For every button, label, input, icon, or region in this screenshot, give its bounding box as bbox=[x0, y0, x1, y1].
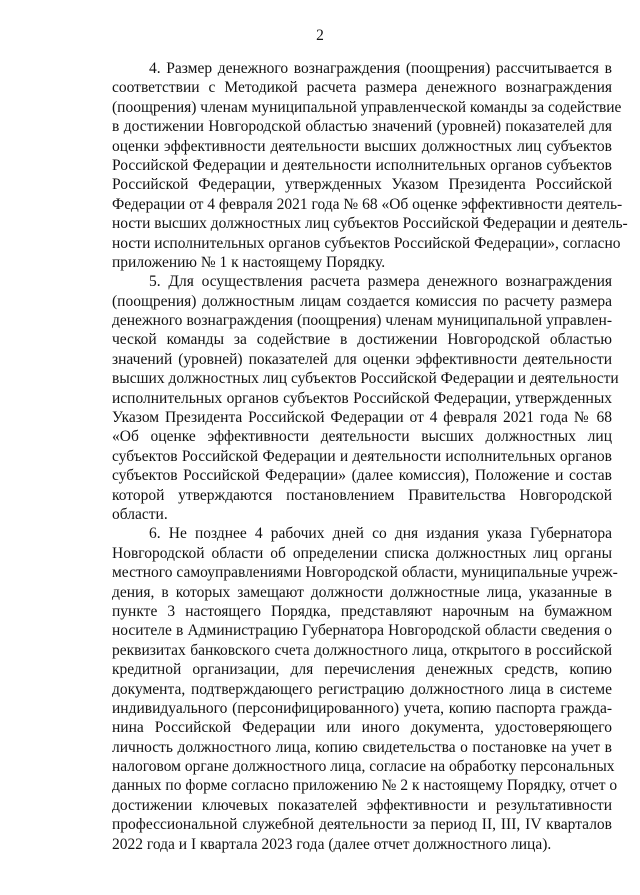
text-line: области. bbox=[112, 505, 168, 523]
text-line: Указом Президента Российской Федерации от 4 февраля 2021 года № 68 bbox=[112, 409, 612, 427]
text-line: Федерации от 4 февраля 2021 года № 68 «Об оценке эффективности деятель- bbox=[112, 195, 623, 213]
page-number: 2 bbox=[316, 27, 324, 44]
text-line: документа, подтверждающего регистрацию должностного лица в системе bbox=[112, 680, 612, 698]
text-line: 5. Для осуществления расчета размера денежного вознаграждения bbox=[149, 273, 612, 291]
text-line: приложению № 1 к настоящему Порядку. bbox=[112, 253, 386, 271]
text-line: налоговом органе должностного лица, согласие на обработку персональных bbox=[112, 758, 615, 776]
text-line: нина Российской Федерации или иного документа, удостоверяющего bbox=[112, 719, 612, 737]
text-line: 4. Размер денежного вознаграждения (поощрения) рассчитывается в bbox=[149, 60, 612, 77]
text-line: (поощрения) должностным лицам создается комиссия по расчету размера bbox=[112, 292, 612, 310]
text-line: достижении ключевых показателей эффективности и результативности bbox=[112, 796, 612, 814]
document-body bbox=[112, 59, 628, 854]
text-line: Новгородской области об определении списка должностных лиц органы bbox=[112, 544, 612, 562]
text-line: значений (уровней) показателей для оценки эффективности деятельности bbox=[112, 350, 612, 368]
text-line: дения, в которых замещают должности должностные лица, указанные в bbox=[112, 583, 612, 601]
text-line: субъектов Российской Федерации» (далее комиссия), Положение и состав bbox=[112, 467, 612, 485]
text-line: субъектов Российской Федерации и деятельности исполнительных органов bbox=[112, 447, 612, 465]
text-line: денежного вознаграждения (поощрения) членам муниципальной управлен- bbox=[112, 312, 612, 330]
text-line: которой утверждаются постановлением Правительства Новгородской bbox=[112, 486, 612, 504]
text-line: профессиональной служебной деятельности за период II, III, IV кварталов bbox=[112, 816, 612, 834]
text-line: 6. Не позднее 4 рабочих дней со дня издания указа Губернатора bbox=[149, 525, 612, 543]
paragraph-item-4 bbox=[112, 59, 628, 272]
text-line: ческой команды за содействие в достижении Новгородской областью bbox=[112, 331, 612, 349]
text-line: (поощрения) членам муниципальной управленческой команды за содействие bbox=[112, 98, 622, 116]
paragraph-item-6 bbox=[112, 524, 618, 854]
text-line: пункте 3 настоящего Порядка, представляют нарочным на бумажном bbox=[112, 602, 612, 620]
text-line: «Об оценке эффективности деятельности высших должностных лиц bbox=[112, 428, 612, 446]
text-line: в достижении Новгородской областью значений (уровней) показателей для bbox=[112, 118, 612, 136]
text-line: исполнительных органов субъектов Российской Федерации, утвержденных bbox=[112, 389, 612, 407]
text-line: ности исполнительных органов субъектов Российской Федерации», согласно bbox=[112, 234, 621, 252]
text-line: оценки эффективности деятельности высших должностных лиц субъектов bbox=[112, 137, 612, 155]
text-line: носителе в Администрацию Губернатора Новгородской области сведения о bbox=[112, 622, 612, 640]
text-line: индивидуального (персонифицированного) учета, копию паспорта гражда- bbox=[112, 699, 612, 717]
text-line: кредитной организации, для перечисления денежных средств, копию bbox=[112, 661, 612, 679]
text-line: 2022 года и I квартала 2023 года (далее отчет должностного лица). bbox=[112, 835, 552, 853]
text-line: местного самоуправлениями Новгородской области, муниципальные учреж- bbox=[112, 564, 618, 582]
text-line: реквизитах банковского счета должностного лица, открытого в российской bbox=[112, 641, 612, 659]
paragraph-item-5 bbox=[112, 272, 619, 524]
text-line: соответствии с Методикой расчета размера денежного вознаграждения bbox=[112, 79, 612, 97]
text-line: Российской Федерации и деятельности исполнительных органов субъектов bbox=[112, 156, 612, 174]
text-line: ности высших должностных лиц субъектов Российской Федерации и деятель- bbox=[112, 215, 628, 233]
text-line: Российской Федерации, утвержденных Указом Президента Российской bbox=[112, 176, 612, 194]
text-line: высших должностных лиц субъектов Российской Федерации и деятельности bbox=[112, 370, 619, 388]
text-line: личность должностного лица, копию свидетельства о постановке на учет в bbox=[112, 738, 612, 756]
text-line: данных по форме согласно приложению № 2 к настоящему Порядку, отчет о bbox=[112, 777, 618, 795]
